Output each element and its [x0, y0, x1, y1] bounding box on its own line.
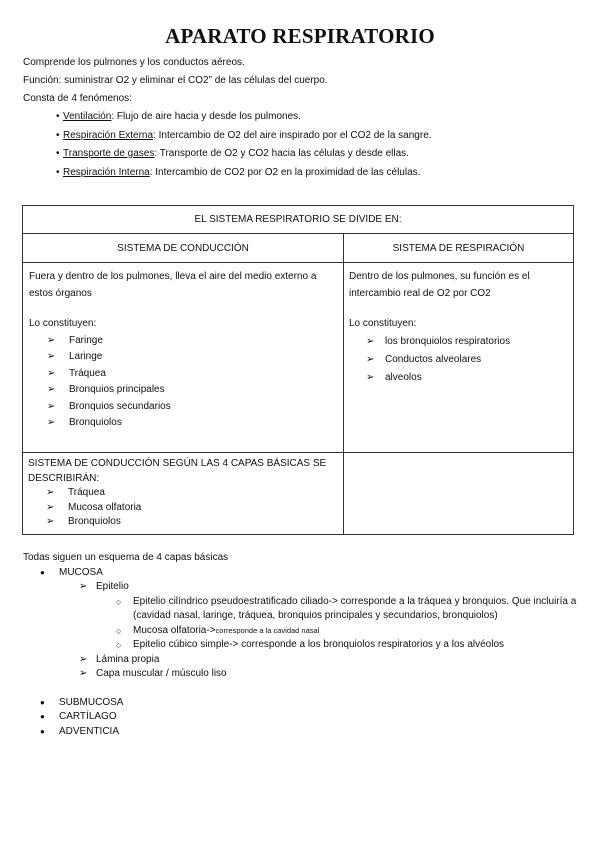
epithelium-list — [96, 595, 583, 653]
list-item: ➢ Bronquios principales — [29, 382, 337, 399]
list-item: ➢ Tráquea — [29, 366, 337, 383]
sublayer-item — [23, 580, 583, 653]
column-header-conduction: SISTEMA DE CONDUCCIÓN — [23, 234, 344, 263]
sublayer-item: ➢ Capa muscular / músculo liso — [23, 667, 583, 682]
phenomenon-item — [23, 127, 432, 146]
layer-item — [23, 566, 583, 682]
list-item: ➢ Mucosa olfatoria — [28, 501, 338, 516]
phenomenon-desc: : Intercambio de O2 del aire inspirado por el CO2 de la sangre. — [153, 129, 432, 141]
conduction-layers-text: SISTEMA DE CONDUCCIÓN SEGÚN LAS 4 CAPAS BÁSICAS SE DESCRIBIRÁN: — [28, 458, 327, 484]
empty-cell — [344, 453, 574, 535]
phenomenon-item — [23, 108, 432, 127]
list-item: ➢ Tráquea — [28, 486, 338, 501]
layer-label: MUCOSA — [59, 566, 103, 578]
layer-item: ● SUBMUCOSA — [23, 696, 583, 711]
intro-line: Comprende los pulmones y los conductos aéreos. — [23, 57, 245, 68]
page-title: APARATO RESPIRATORIO — [165, 24, 435, 48]
intro-line: Consta de 4 fenómenos: — [23, 93, 132, 104]
intro-line: Función: suministrar O2 y eliminar el CO2” de las células del cuerpo. — [23, 75, 328, 86]
respiration-cell — [344, 263, 574, 453]
epithelium-note: corresponde a la cavidad nasal — [215, 625, 320, 635]
epithelium-label: Mucosa olfatoria-> — [133, 624, 216, 636]
conduction-list — [29, 333, 337, 432]
layer-item: ● CARTÍLAGO — [23, 710, 583, 725]
phenomenon-item — [23, 145, 432, 164]
phenomenon-item — [23, 164, 432, 183]
layers-intro: Todas siguen un esquema de 4 capas básicas — [23, 552, 229, 563]
list-item: ➢ Bronquiolos — [29, 415, 337, 432]
phenomenon-term: Respiración Externa — [63, 129, 154, 141]
respiratory-system-table — [22, 205, 574, 535]
list-item: ➢ alveolos — [349, 369, 567, 387]
other-layers-list — [23, 696, 583, 740]
list-item: ➢ los bronquiolos respiratorios — [349, 333, 567, 351]
conduction-cell — [23, 263, 344, 453]
epithelium-item: ○ Epitelio cúbico simple-> corresponde a los bronquiolos respiratorios y a los alvéolos — [23, 638, 583, 653]
list-item: ➢ Bronquios secundarios — [29, 399, 337, 416]
intro-section — [23, 54, 432, 182]
phenomenon-desc: : Flujo de aire hacia y desde los pulmones. — [111, 111, 301, 122]
sublayer-label: Epitelio — [96, 581, 129, 592]
conduction-layers-list — [28, 486, 338, 530]
phenomenon-term: Ventilación — [63, 111, 112, 122]
epithelium-item: ○ Epitelio cilíndrico pseudoestratificado ciliado-> corresponde a la tráquea y bronquios. Que incluiría a (cavidad nasal, laringe, tráquea, bronquios principales y secundarios, bronquiolos) — [23, 595, 583, 624]
layer-item: ● ADVENTICIA — [23, 725, 583, 740]
list-item: ➢ Bronquiolos — [28, 515, 338, 530]
sublayer-item: ➢ Lámina propia — [23, 653, 583, 668]
list-item: ➢ Laringe — [29, 349, 337, 366]
layers-section — [23, 551, 583, 739]
list-item: ➢ Faringe — [29, 333, 337, 350]
phenomenon-desc: : Intercambio de CO2 por O2 en la proximidad de las células. — [149, 166, 421, 178]
epithelium-item — [23, 624, 583, 639]
phenomenon-desc: : Transporte de O2 y CO2 hacia las células y desde ellas. — [154, 148, 409, 159]
phenomenon-term: Respiración Interna — [63, 166, 150, 178]
phenomena-list — [23, 108, 432, 182]
mucosa-sublist — [59, 580, 583, 682]
respiration-description: Dentro de los pulmones, su función es el intercambio real de O2 por CO2 — [349, 271, 530, 299]
respiration-list — [349, 333, 567, 387]
respiration-constitutes-label: Lo constituyen: — [349, 318, 417, 329]
layers-list — [23, 566, 583, 682]
conduction-constitutes-label: Lo constituyen: — [29, 318, 97, 329]
list-item: ➢ Conductos alveolares — [349, 351, 567, 369]
column-header-respiration: SISTEMA DE RESPIRACIÓN — [344, 234, 574, 263]
conduction-layers-cell — [23, 453, 344, 535]
table-header: EL SISTEMA RESPIRATORIO SE DIVIDE EN: — [23, 206, 574, 234]
phenomenon-term: Transporte de gases — [63, 148, 155, 159]
conduction-description: Fuera y dentro de los pulmones, lleva el aire del medio externo a estos órganos — [29, 271, 317, 299]
